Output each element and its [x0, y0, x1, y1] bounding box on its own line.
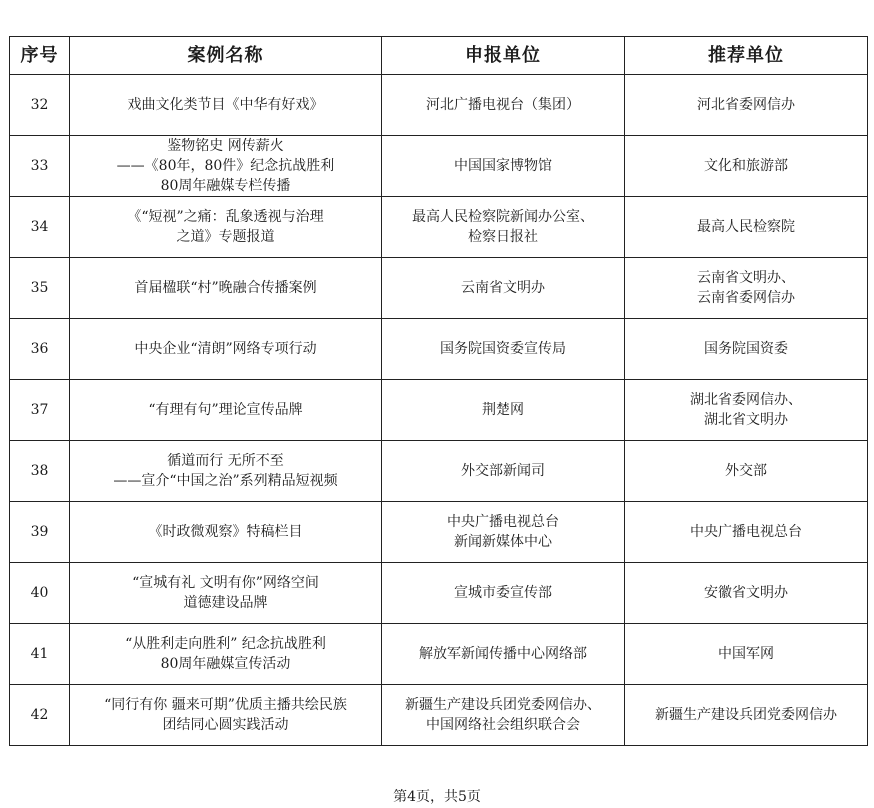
table-row	[10, 685, 868, 746]
cell-text-line: 河北广播电视台（集团）	[426, 97, 580, 113]
cell-case-name	[70, 319, 382, 380]
cell-text-line: 《时政微观察》特稿栏目	[148, 524, 303, 540]
cell-text-line: 河北省委网信办	[697, 97, 795, 113]
table-row	[10, 258, 868, 319]
cell-text-line: 新疆生产建设兵团党委网信办	[655, 707, 837, 723]
cell-text-line: 湖北省委网信办、	[690, 392, 802, 408]
cell-text-line: 最高人民检察院	[697, 219, 795, 235]
cell-case-name	[70, 624, 382, 685]
cell-text-line: 80周年融媒专栏传播	[160, 178, 291, 194]
cell-recommender	[625, 258, 868, 319]
cell-serial-number: 38	[10, 441, 70, 502]
cell-text-line: 中国军网	[718, 646, 774, 662]
cell-text-line: 中国网络社会组织联合会	[426, 717, 580, 733]
cell-text-line: ——《80年，80件》纪念抗战胜利	[116, 158, 335, 174]
table-row	[10, 75, 868, 136]
cell-text-line: 鉴物铭史 网传薪火	[167, 138, 284, 154]
header-recommender: 推荐单位	[625, 37, 868, 75]
cell-recommender	[625, 624, 868, 685]
cell-applicant	[382, 136, 625, 197]
cell-text-line: 中国国家博物馆	[454, 158, 552, 174]
cell-serial-number: 33	[10, 136, 70, 197]
cell-applicant	[382, 197, 625, 258]
table-header	[10, 37, 868, 75]
cell-case-name	[70, 502, 382, 563]
table-row	[10, 380, 868, 441]
cell-serial-number: 36	[10, 319, 70, 380]
table-row	[10, 319, 868, 380]
cell-text-line: 中央广播电视总台	[690, 524, 802, 540]
cell-text-line: 外交部	[725, 463, 767, 479]
cell-case-name	[70, 197, 382, 258]
cell-text-line: 国务院国资委	[704, 341, 788, 357]
cell-serial-number: 35	[10, 258, 70, 319]
cell-serial-number: 34	[10, 197, 70, 258]
cell-text-line: 新疆生产建设兵团党委网信办、	[405, 697, 601, 713]
cell-case-name	[70, 75, 382, 136]
table-row	[10, 563, 868, 624]
cell-text-line: 安徽省文明办	[704, 585, 788, 601]
cell-recommender	[625, 319, 868, 380]
cell-text-line: 之道》专题报道	[176, 229, 275, 245]
cell-applicant	[382, 441, 625, 502]
header-serial-number: 序号	[10, 37, 70, 75]
cell-text-line: 80周年融媒宣传活动	[160, 656, 291, 672]
cell-applicant	[382, 75, 625, 136]
cell-text-line: 团结同心圆实践活动	[162, 717, 289, 733]
table-row	[10, 136, 868, 197]
cell-text-line: 首届楹联“村”晚融合传播案例	[134, 280, 317, 296]
cell-text-line: 《“短视”之痛：乱象透视与治理	[127, 209, 324, 225]
cell-case-name	[70, 258, 382, 319]
header-case-name: 案例名称	[70, 37, 382, 75]
cell-serial-number: 32	[10, 75, 70, 136]
cell-text-line: 荆楚网	[482, 402, 524, 418]
cell-applicant	[382, 258, 625, 319]
cell-text-line: “宣城有礼 文明有你”网络空间	[132, 575, 319, 591]
cell-text-line: 宣城市委宣传部	[454, 585, 552, 601]
table-row	[10, 502, 868, 563]
cell-text-line: 云南省文明办	[461, 280, 545, 296]
cell-case-name	[70, 380, 382, 441]
cell-case-name	[70, 563, 382, 624]
cell-recommender	[625, 197, 868, 258]
cell-serial-number: 41	[10, 624, 70, 685]
cell-text-line: “同行有你 疆来可期”优质主播共绘民族	[104, 697, 347, 713]
cell-applicant	[382, 563, 625, 624]
cell-text-line: 国务院国资委宣传局	[440, 341, 566, 357]
cell-applicant	[382, 319, 625, 380]
cell-text-line: 新闻新媒体中心	[454, 534, 552, 550]
cell-text-line: 戏曲文化类节目《中华有好戏》	[127, 97, 324, 113]
cell-text-line: 云南省委网信办	[697, 290, 795, 306]
cell-text-line: “有理有句”理论宣传品牌	[148, 402, 303, 418]
cell-text-line: “从胜利走向胜利” 纪念抗战胜利	[125, 636, 326, 652]
cell-recommender	[625, 75, 868, 136]
table-row	[10, 441, 868, 502]
cell-text-line: 道德建设品牌	[183, 595, 268, 611]
cell-text-line: 中央企业“清朗”网络专项行动	[134, 341, 317, 357]
cell-applicant	[382, 380, 625, 441]
cell-recommender	[625, 502, 868, 563]
cell-text-line: 外交部新闻司	[461, 463, 545, 479]
cell-applicant	[382, 685, 625, 746]
cell-text-line: 文化和旅游部	[704, 158, 788, 174]
cell-recommender	[625, 380, 868, 441]
cell-applicant	[382, 624, 625, 685]
case-table	[9, 36, 868, 746]
header-applicant: 申报单位	[382, 37, 625, 75]
cell-text-line: 中央广播电视总台	[447, 514, 559, 530]
cell-text-line: ——宣介“中国之治”系列精品短视频	[113, 473, 338, 489]
cell-text-line: 检察日报社	[468, 229, 538, 245]
table-body	[10, 75, 868, 746]
cell-recommender	[625, 685, 868, 746]
cell-serial-number: 42	[10, 685, 70, 746]
table-row	[10, 197, 868, 258]
cell-recommender	[625, 563, 868, 624]
cell-serial-number: 37	[10, 380, 70, 441]
page-number: 第4页，共5页	[393, 789, 481, 805]
cell-text-line: 湖北省文明办	[704, 412, 788, 428]
cell-recommender	[625, 441, 868, 502]
cell-case-name	[70, 441, 382, 502]
cell-recommender	[625, 136, 868, 197]
table-row	[10, 624, 868, 685]
cell-applicant	[382, 502, 625, 563]
cell-text-line: 循道而行 无所不至	[167, 453, 284, 469]
cell-case-name	[70, 136, 382, 197]
cell-serial-number: 40	[10, 563, 70, 624]
cell-serial-number: 39	[10, 502, 70, 563]
cell-case-name	[70, 685, 382, 746]
header-row	[10, 37, 868, 75]
cell-text-line: 解放军新闻传播中心网络部	[419, 646, 587, 662]
cell-text-line: 云南省文明办、	[697, 270, 795, 286]
cell-text-line: 最高人民检察院新闻办公室、	[412, 209, 594, 225]
